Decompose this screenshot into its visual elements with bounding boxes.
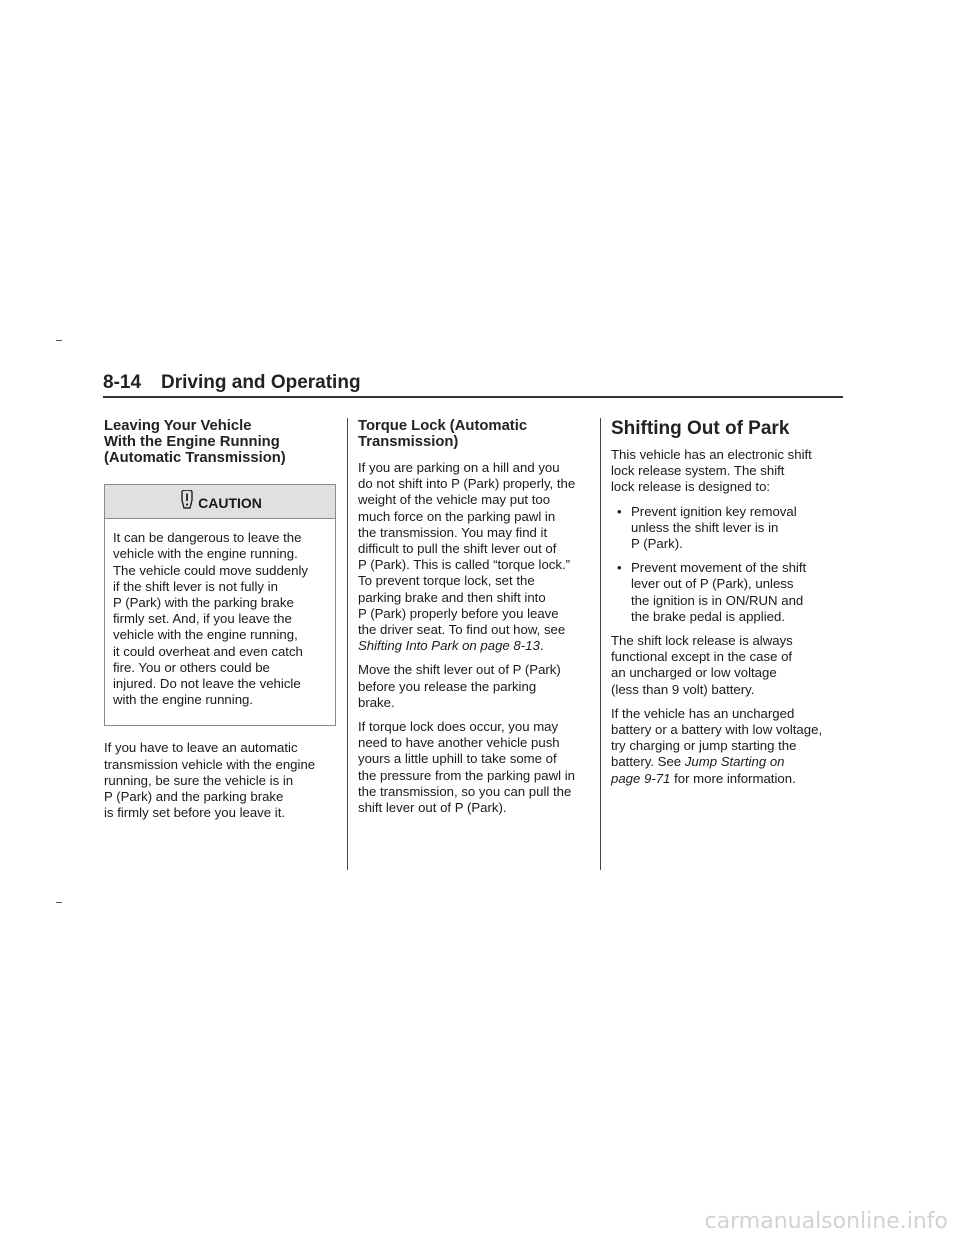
bullet-list [611,504,845,625]
text-line: vehicle with the engine running, [113,627,298,643]
text-line: The vehicle could move suddenly [113,562,308,578]
text-line: difficult to pull the shift lever out of [358,541,557,557]
text-line: To prevent torque lock, set the [358,573,535,589]
text-line: Prevent ignition key removal [631,503,797,519]
watermark: carmanualsonline.info [704,1209,948,1234]
text-line: weight of the vehicle may put too [358,492,551,508]
paragraph-shift-lock-functional [611,633,845,698]
heading-line: Torque Lock (Automatic [358,418,528,434]
text-line: fire. You or others could be [113,659,270,675]
text-line: try charging or jump starting the [611,738,797,754]
text-line: yours a little uphill to take some of [358,751,557,767]
crop-mark-bottom [56,902,62,903]
text-line: if the shift lever is not fully in [113,578,278,594]
text-line: . [539,638,544,654]
text-line: shift lever out of P (Park). [358,800,507,816]
text-line: before you release the parking [358,678,537,694]
column-left [104,418,336,829]
text-line: lock release is designed to: [611,479,771,495]
xref-jump-starting[interactable]: Jump Starting on [684,754,785,770]
heading-torque-lock [358,418,590,450]
list-item [611,560,845,625]
text-line: battery or a battery with low voltage, [611,722,823,738]
text-line: with the engine running. [113,692,254,708]
text-line: parking brake and then shift into [358,589,546,605]
caution-text [105,519,335,717]
paragraph-leave-vehicle [104,740,336,821]
paragraph-uncharged-battery [611,706,845,787]
caution-box [104,484,336,726]
heading-shifting-out-of-park: Shifting Out of Park [611,418,790,439]
heading-line: Leaving Your Vehicle [104,418,252,434]
heading-line: Transmission) [358,434,459,450]
list-item [611,504,845,553]
text-line: (less than 9 volt) battery. [611,681,755,697]
text-line: lock release system. The shift [611,463,785,479]
text-line: P (Park) properly before you leave [358,605,559,621]
text-line: the pressure from the parking pawl in [358,767,575,783]
text-line: P (Park) with the parking brake [113,595,294,611]
column-right [611,418,845,795]
text-line: functional except in the case of [611,649,793,665]
text-line: It can be dangerous to leave the [113,530,302,546]
heading-line: With the Engine Running [104,434,280,450]
text-line: If you are parking on a hill and you [358,460,560,475]
text-line: P (Park). [631,536,683,552]
text-line: do not shift into P (Park) properly, the [358,476,576,492]
text-line: much force on the parking pawl in [358,508,556,524]
text-line: transmission vehicle with the engine [104,756,316,772]
xref-shifting-into-park[interactable]: Shifting Into Park on page 8-13 [358,638,540,654]
caution-symbol-icon [178,490,196,510]
text-line: the ignition is in ON/RUN and [631,592,804,608]
text-line: injured. Do not leave the vehicle [113,676,301,692]
section-title: Driving and Operating [161,372,361,393]
text-line: the transmission, so you can pull the [358,783,572,799]
paragraph-shift-lock-intro [611,447,845,496]
text-line: unless the shift lever is in [631,519,779,535]
paragraph-move-shift-lever [358,662,590,711]
text-line: running, be sure the vehicle is in [104,772,294,788]
text-line: If you have to leave an automatic [104,740,298,756]
text-line: the brake pedal is applied. [631,608,785,624]
crop-mark-top [56,340,62,341]
text-line: vehicle with the engine running. [113,546,298,562]
text-line: firmly set. And, if you leave the [113,611,292,627]
text-line: lever out of P (Park), unless [631,576,794,592]
heading-leaving-vehicle [104,418,336,466]
caution-label: CAUTION [198,495,262,511]
heading-line: (Automatic Transmission) [104,450,286,466]
paragraph-torque-lock [358,460,590,654]
column-middle [358,418,590,824]
text-line: Move the shift lever out of P (Park) [358,662,561,678]
text-line: it could overheat and even catch [113,643,303,659]
text-line: The shift lock release is always [611,633,793,649]
column-divider-2 [600,418,601,870]
page-header [103,372,843,398]
text-line: for more information. [670,770,796,786]
text-line: the transmission. You may find it [358,524,548,540]
column-divider-1 [347,418,348,870]
text-line: P (Park) and the parking brake [104,789,284,805]
text-line: P (Park). This is called “torque lock.” [358,557,571,573]
text-line: brake. [358,694,395,710]
text-line: If the vehicle has an uncharged [611,705,795,721]
text-line: the driver seat. To find out how, see [358,622,566,638]
page-number: 8-14 [103,372,142,393]
text-line: need to have another vehicle push [358,735,560,751]
text-line: Prevent movement of the shift [631,560,807,576]
caution-header [105,485,335,519]
text-line: is firmly set before you leave it. [104,805,286,821]
text-line: This vehicle has an electronic shift [611,447,812,462]
text-line: an uncharged or low voltage [611,665,777,681]
paragraph-torque-lock-occurs [358,719,590,816]
text-line: battery. See [611,754,685,770]
text-line: If torque lock does occur, you may [358,719,559,735]
xref-jump-starting-page[interactable]: page 9-71 [611,770,671,786]
